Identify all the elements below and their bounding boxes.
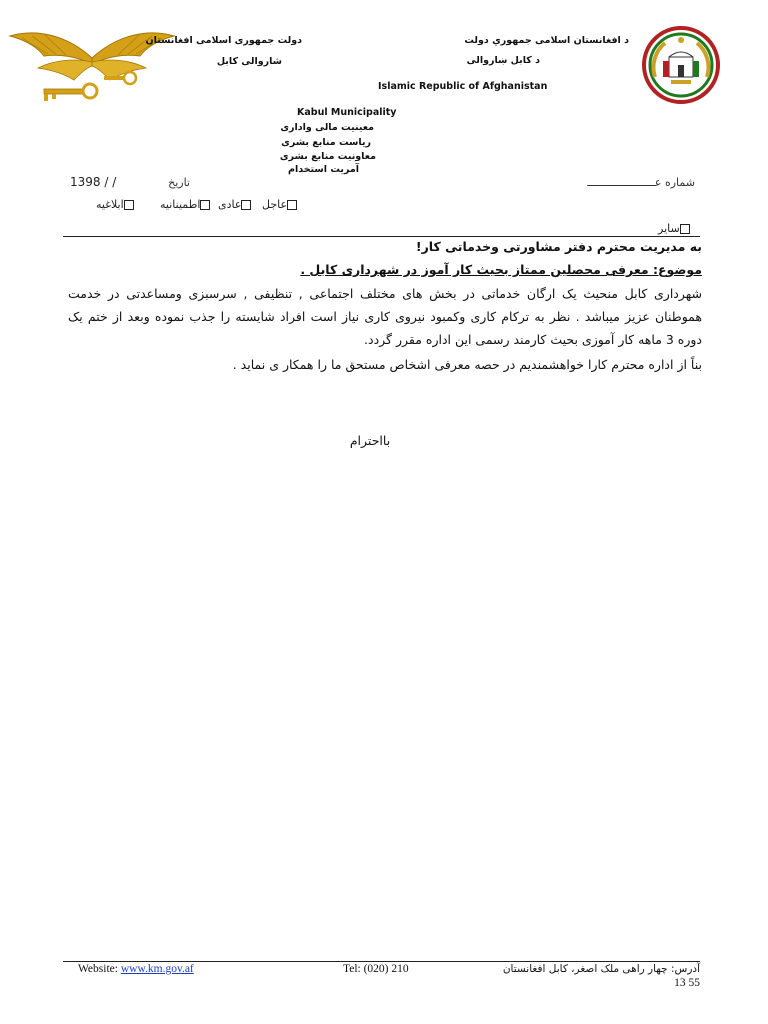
checkbox[interactable]	[124, 200, 134, 210]
letter-closing-request: بناً از اداره محترم کارا خواهشمندیم در حصه معرفی اشخاص مستحق ما را همکار ی نماید .	[232, 357, 702, 372]
letter-number-field: شماره عـــــــــــــــــــــ	[587, 176, 695, 189]
footer-divider	[63, 961, 700, 962]
letter-body-paragraph: شهرداری کابل منحیث یک ارگان خدماتی در بخش های مختلف اجتماعی , تنظیفی , سرسبزی ومساعدتی در خدمت هموطنان عزیز میباشد . نظر به ترکام کاری وکمبود نیروی کاری نیاز است افراد شایسته را جذب نموده وبعد از ختم یک دوره 3 ماهه کار آموزی بحیث کارمند رسمی این اداره مقرر گردد.	[68, 286, 702, 347]
priority-label: عادی	[218, 198, 242, 211]
header-english-country: Islamic Republic of Afghanistan	[378, 81, 548, 92]
website-link[interactable]: www.km.gov.af	[120, 963, 194, 975]
priority-option-confidential[interactable]	[160, 198, 211, 211]
header-dari-government: دولت جمهوری اسلامی افغانستان	[145, 35, 302, 46]
department-line: معینیت مالی واداری	[280, 122, 374, 133]
department-line: آمریت استخدام	[287, 164, 359, 175]
checkbox[interactable]	[241, 200, 251, 210]
priority-option-normal[interactable]	[218, 198, 252, 211]
footer-address: آدرس: چهار راهی ملک اصغر، کابل افغانستان	[502, 963, 700, 975]
header-english-city: Kabul Municipality	[297, 107, 397, 118]
priority-label: ابلاغیه	[96, 198, 124, 211]
department-line: ریاست منابع بشری	[281, 137, 371, 148]
checkbox[interactable]	[200, 200, 210, 210]
header-dari-municipality: شاروالی کابل	[216, 56, 282, 67]
checkbox[interactable]	[680, 224, 690, 234]
afghanistan-emblem	[641, 25, 721, 105]
letter-addressee: به مدیریت محترم دفتر مشاورتی وخدماتی کار!	[415, 239, 702, 254]
priority-option-notice[interactable]	[96, 198, 135, 211]
footer-telephone: Tel: (020) 210	[343, 963, 409, 975]
priority-label: اطمینانیه	[160, 198, 201, 211]
footer-number: 13 55	[674, 977, 700, 989]
checkbox[interactable]	[287, 200, 297, 210]
letter-subject: موضوع: معرفی محصلین ممتاز بحیث کار آموز در شهرداری کابل .	[300, 262, 702, 277]
footer-website	[78, 963, 194, 975]
priority-label: عاجل	[262, 198, 288, 211]
priority-label: سایر	[658, 222, 680, 235]
header-pashto-government: د افغانستان اسلامی جمهوري دولت	[464, 35, 629, 46]
date-value: 1398 / /	[70, 175, 117, 189]
priority-option-other[interactable]	[658, 222, 691, 235]
priority-option-urgent[interactable]	[262, 198, 298, 211]
letter-regards: بااحترام	[349, 433, 391, 448]
date-label: تاریخ	[168, 176, 190, 189]
header-divider	[63, 236, 700, 237]
website-label: Website:	[78, 963, 118, 975]
kabul-municipality-wings-logo	[8, 18, 176, 104]
header-pashto-municipality: د کابل ښاروالی	[466, 55, 540, 66]
department-line: معاونیت منابع بشری	[279, 151, 376, 162]
